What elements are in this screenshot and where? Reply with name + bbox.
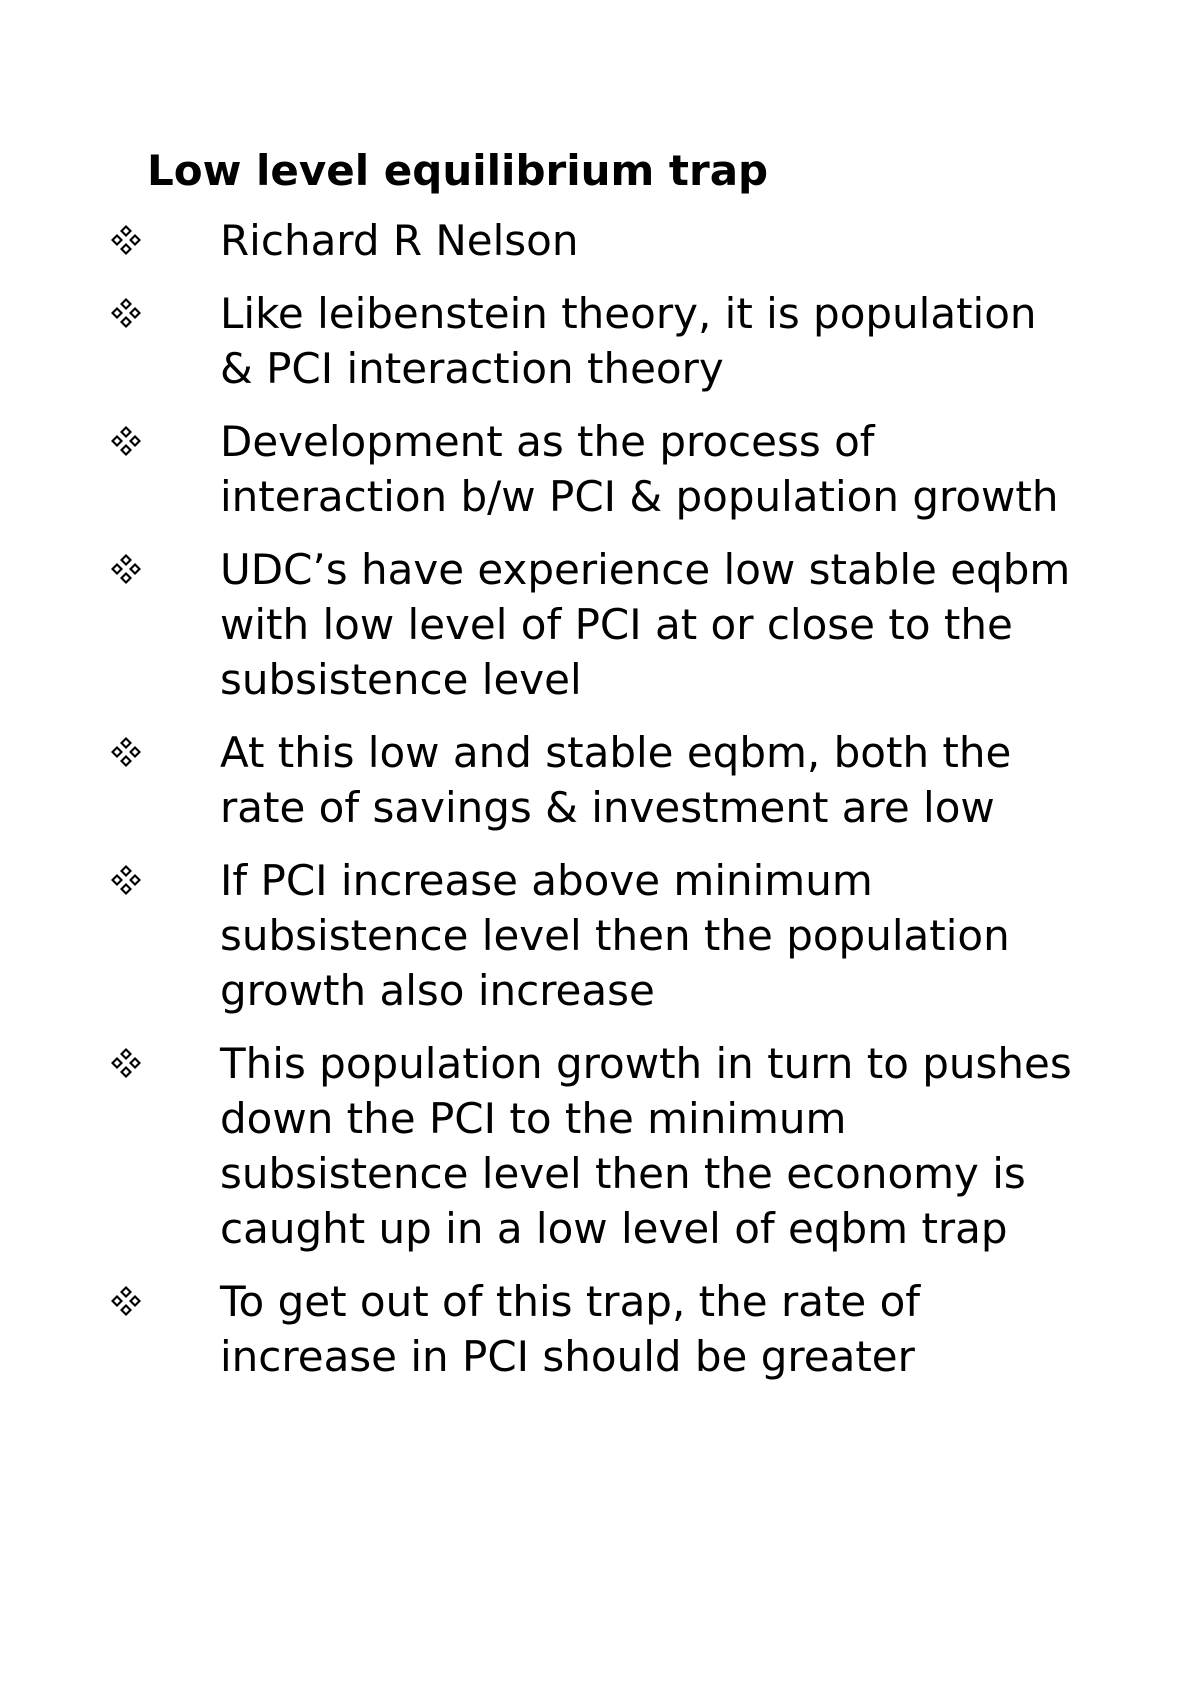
list-item <box>0 213 1200 268</box>
four-diamond-star-icon <box>109 286 182 341</box>
four-diamond-star-icon <box>109 853 182 908</box>
list-item <box>0 1036 1200 1256</box>
list-item <box>0 725 1200 835</box>
list-item <box>0 414 1200 524</box>
list-item-text: At this low and stable eqbm, both the rate of savings & investment are low <box>220 728 1012 832</box>
list-item <box>0 1274 1200 1384</box>
list-item-text: UDC’s have experience low stable eqbm with low level of PCI at or close to the subsistence level <box>220 545 1071 704</box>
list-item-text: This population growth in turn to pushes down the PCI to the minimum subsistence level then the economy is caught up in a low level of eqbm trap <box>220 1039 1072 1253</box>
list-item-text: Development as the process of interaction b/w PCI & population growth <box>220 417 1059 521</box>
list-item-text: Like leibenstein theory, it is population & PCI interaction theory <box>220 289 1037 393</box>
list-item <box>0 853 1200 1018</box>
list-item-text: To get out of this trap, the rate of increase in PCI should be greater <box>220 1277 921 1381</box>
list-item-text: Richard R Nelson <box>220 216 579 265</box>
four-diamond-star-icon <box>109 213 182 268</box>
four-diamond-star-icon <box>109 725 182 780</box>
four-diamond-star-icon <box>109 414 182 469</box>
list-item <box>0 286 1200 396</box>
list-item-text: If PCI increase above minimum subsistence level then the population growth also increase <box>220 856 1010 1015</box>
list-item <box>0 542 1200 707</box>
four-diamond-star-icon <box>109 1274 182 1329</box>
four-diamond-star-icon <box>109 1036 182 1091</box>
page-title: Low level equilibrium trap <box>147 146 769 195</box>
bullet-list <box>0 213 1200 1402</box>
four-diamond-star-icon <box>109 542 182 597</box>
